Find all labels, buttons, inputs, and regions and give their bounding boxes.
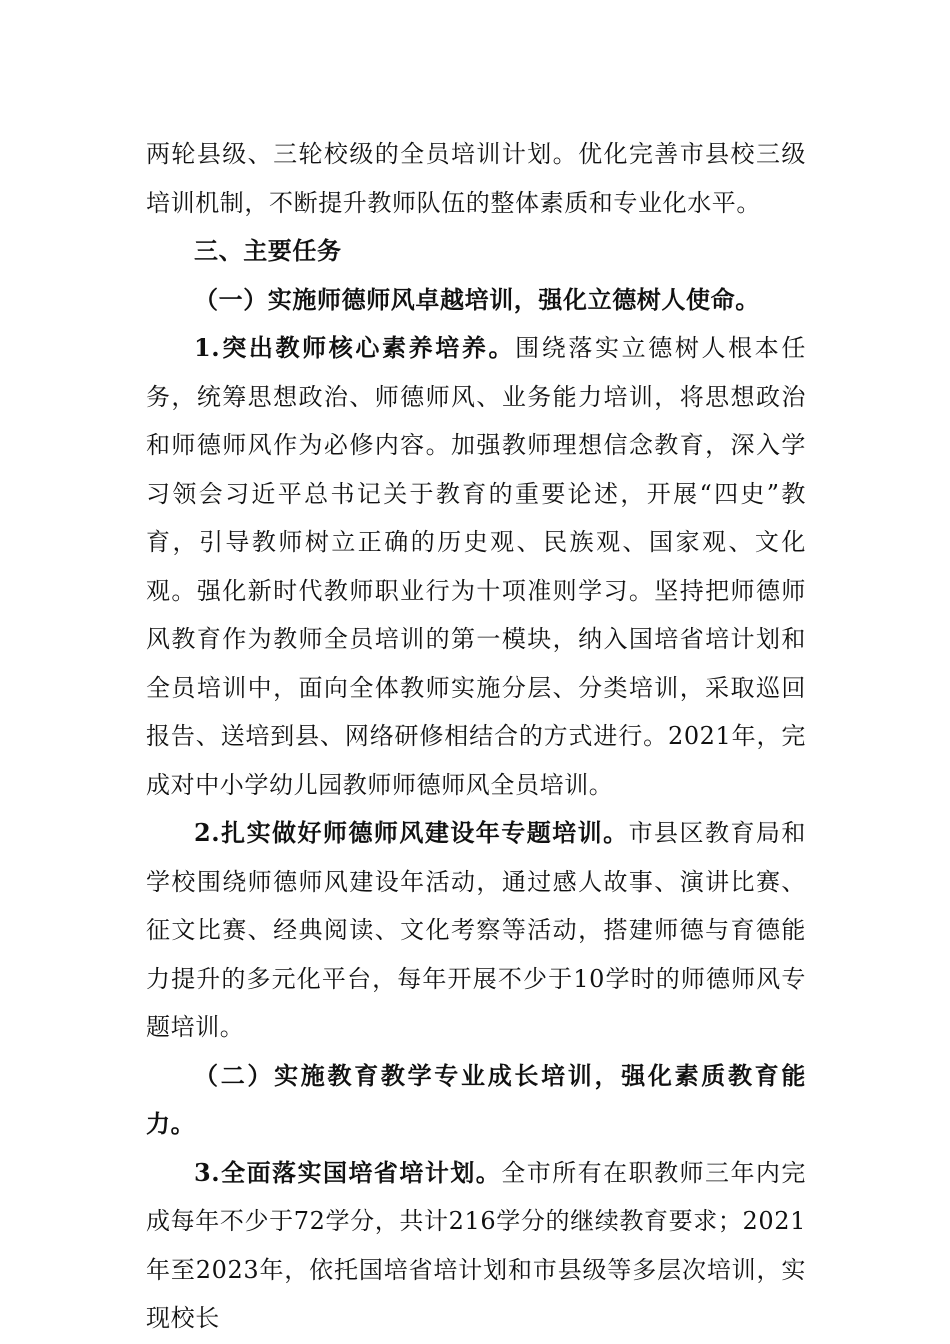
item-1-title: 1.突出教师核心素养培养。 — [194, 333, 516, 362]
paragraph-intro: 两轮县级、三轮校级的全员培训计划。优化完善市县校三级培训机制，不断提升教师队伍的整体素质和专业化水平。 — [146, 140, 806, 217]
section-heading-main-tasks: 三、主要任务 — [194, 236, 342, 265]
item-2-body: 市县区教育局和学校围绕师德师风建设年活动，通过感人故事、演讲比赛、征文比赛、经典阅读、文化考察等活动，搭建师德与育德能力提升的多元化平台，每年开展不少于10学时的师德师风专题培训。 — [146, 819, 806, 1041]
subsection-heading-2: （二）实施教育教学专业成长培训，强化素质教育能力。 — [146, 1060, 806, 1138]
item-1-body: 围绕落实立德树人根本任务，统筹思想政治、师德师风、业务能力培训，将思想政治和师德师风作为必修内容。加强教师理想信念教育，深入学习领会习近平总书记关于教育的重要论述，开展“四史”教育，引导教师树立正确的历史观、民族观、国家观、文化观。强化新时代教师职业行为十项准则学习。坚持把师德师风教育作为教师全员培训的第一模块，纳入国培省培计划和全员培训中，面向全体教师实施分层、分类培训，采取巡回报告、送培到县、网络研修相结合的方式进行。2021年，完成对中小学幼儿园教师师德师风全员培训。 — [146, 334, 806, 799]
subsection-heading-1: （一）实施师德师风卓越培训，强化立德树人使命。 — [194, 284, 760, 314]
item-3-title: 3.全面落实国培省培计划。 — [194, 1157, 502, 1187]
item-2-title: 2.扎实做好师德师风建设年专题培训。 — [194, 818, 629, 847]
paragraph-item-1 — [146, 324, 806, 809]
paragraph-item-3 — [146, 1149, 806, 1343]
paragraph-item-2 — [146, 809, 806, 1052]
document-body — [146, 130, 806, 1343]
item-3-body: 全市所有在职教师三年内完成每年不少于72学分，共计216学分的继续教育要求；2021年至2023年，依托国培省培计划和市县级等多层次培训，实现校长 — [146, 1158, 807, 1332]
